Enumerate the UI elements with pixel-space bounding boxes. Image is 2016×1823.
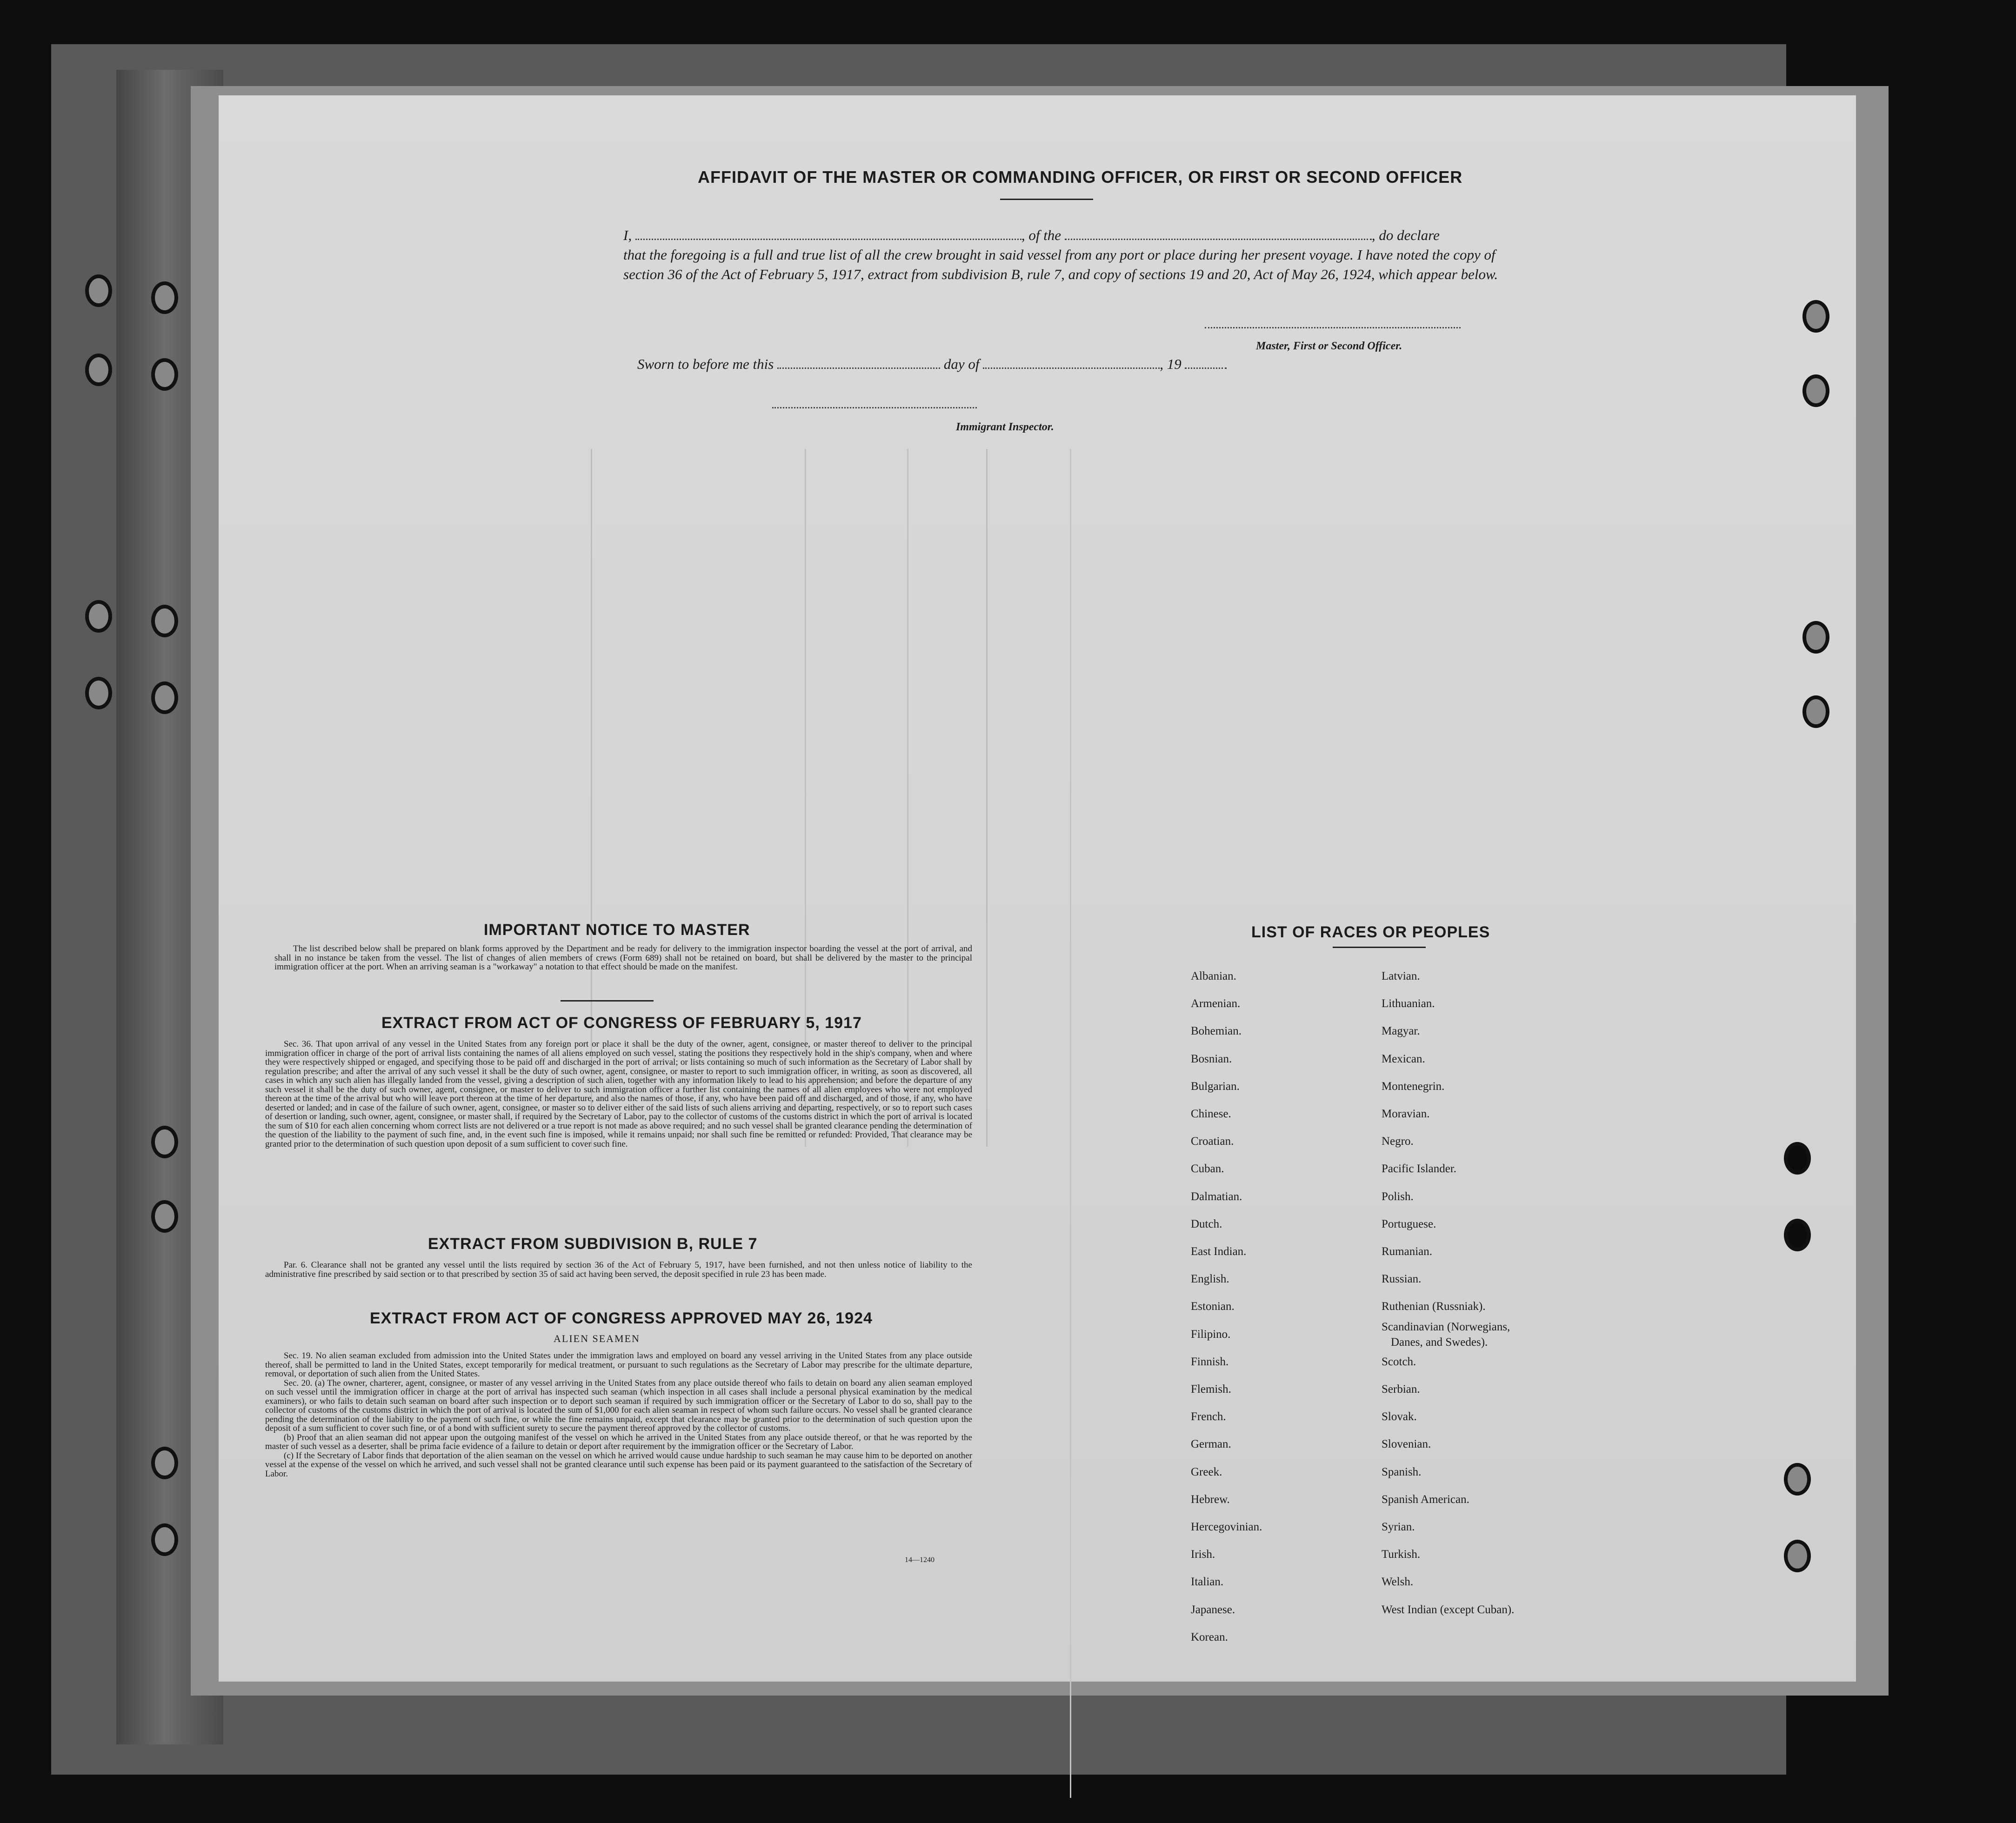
day-of-label: day of bbox=[943, 356, 980, 372]
race-item: Dutch. bbox=[1191, 1217, 1222, 1230]
race-item: Scotch. bbox=[1382, 1355, 1416, 1368]
race-item: Flemish. bbox=[1191, 1383, 1231, 1396]
declarant-prefix: I, bbox=[623, 227, 632, 243]
sworn-year-field[interactable] bbox=[1185, 367, 1227, 369]
race-item: Rumanian. bbox=[1382, 1245, 1433, 1258]
race-item: Hercegovinian. bbox=[1191, 1521, 1262, 1533]
section-rule bbox=[561, 1000, 654, 1002]
notice-text bbox=[274, 944, 972, 972]
race-item: Latvian. bbox=[1382, 970, 1420, 982]
notice-title: IMPORTANT NOTICE TO MASTER bbox=[484, 921, 750, 939]
punch-hole bbox=[151, 1200, 178, 1233]
section-20a-paragraph: Sec. 20. (a) The owner, charterer, agent, consignee, or master of any vessel arriving in the United States from any place outside thereof who fails to detain on board any alien seaman employed on such vessel until the immigration officer in charge at the port of arrival has inspected such seaman (which inspection in all cases shall include a personal physical examination by the medical examiners), or who fails to detain such seaman on board after such inspection or to deport such seaman if required by such immigration officer or the Secretary of Labor to do so, shall pay to the collector of customs of the customs district in which the port of arrival is located the sum of $1,000 for each alien seaman in respect of whom such failure occurs. No vessel shall be granted clearance pending the determination of the liability to the payment of such fine, or while the fine remains unpaid, except that clearance may be granted prior to the determination of such question upon the deposit of a sum sufficient to cover such fine, or of a bond with sufficient surety to secure the payment thereof approved by the collector of customs. bbox=[265, 1378, 972, 1433]
punch-hole bbox=[1802, 695, 1829, 728]
race-item: Italian. bbox=[1191, 1576, 1224, 1589]
master-caption: Master, First or Second Officer. bbox=[1256, 340, 1402, 352]
race-item: Bulgarian. bbox=[1191, 1080, 1240, 1093]
section-rule bbox=[1333, 947, 1426, 948]
race-item: Lithuanian. bbox=[1382, 997, 1435, 1010]
punch-hole bbox=[151, 358, 178, 391]
declarant-name-field[interactable] bbox=[635, 239, 1021, 240]
notice-paragraph: The list described below shall be prepared on blank forms approved by the Department and be ready for delivery to the immigration inspector boarding the vessel at the port of arrival, and shall in no instance be taken from the vessel. The list of changes of alien members of crews (Form 689) shall not be retained on board, but shall be delivered by the master to the principal immigration officer at the port. When an arriving seaman is a "workaway" a notation to that effect should be made on the manifest. bbox=[274, 944, 972, 972]
extract-1917-title: EXTRACT FROM ACT OF CONGRESS OF FEBRUARY 5, 1917 bbox=[381, 1014, 862, 1032]
sworn-month-field[interactable] bbox=[983, 367, 1160, 369]
extract-rule7-title: EXTRACT FROM SUBDIVISION B, RULE 7 bbox=[428, 1235, 758, 1253]
race-item: Slovenian. bbox=[1382, 1438, 1431, 1451]
race-item: East Indian. bbox=[1191, 1245, 1247, 1258]
year-prefix: , 19 bbox=[1160, 356, 1182, 372]
punch-hole bbox=[1802, 300, 1829, 333]
inspector-caption: Immigrant Inspector. bbox=[956, 421, 1054, 433]
race-item: Polish. bbox=[1382, 1190, 1414, 1203]
race-item: Irish. bbox=[1191, 1548, 1215, 1561]
inspector-signature-line[interactable] bbox=[772, 407, 977, 408]
sworn-prefix: Sworn to before me this bbox=[637, 356, 774, 372]
punch-hole bbox=[151, 1523, 178, 1556]
vessel-prefix: , of the bbox=[1021, 227, 1061, 243]
race-item: Armenian. bbox=[1191, 997, 1241, 1010]
extract-rule7-text bbox=[265, 1261, 972, 1279]
race-item: Japanese. bbox=[1191, 1603, 1235, 1616]
race-item: Ruthenian (Russniak). bbox=[1382, 1300, 1486, 1313]
race-item: Bosnian. bbox=[1191, 1052, 1232, 1065]
punch-hole bbox=[1784, 1540, 1811, 1572]
punch-hole bbox=[151, 1447, 178, 1479]
section-19-paragraph: Sec. 19. No alien seaman excluded from admission into the United States under the immigration laws and employed on board any vessel arriving in the United States from any place outside thereof, shall be permitted to land in the United States, except temporarily for medical treatment, or pursuant to such regulations as the Secretary of Labor may prescribe for the ultimate departure, removal, or deportation of such alien from the United States. bbox=[265, 1351, 972, 1379]
punch-hole bbox=[85, 600, 112, 633]
race-item: West Indian (except Cuban). bbox=[1382, 1603, 1515, 1616]
punch-hole bbox=[151, 605, 178, 637]
race-item: Croatian. bbox=[1191, 1135, 1234, 1148]
race-item: English. bbox=[1191, 1273, 1229, 1286]
punch-hole bbox=[85, 274, 112, 307]
race-item: Dalmatian. bbox=[1191, 1190, 1242, 1203]
par-6-paragraph: Par. 6. Clearance shall not be granted any vessel until the lists required by section 36 of the Act of February 5, 1917, have been furnished, and not then unless notice of liability to the administrative fine prescribed by said section or to that prescribed by section 35 of said act having been served, the deposit specified in rule 23 has been made. bbox=[265, 1260, 972, 1279]
punch-hole bbox=[151, 681, 178, 714]
race-item: Cuban. bbox=[1191, 1162, 1224, 1175]
race-item: Finnish. bbox=[1191, 1355, 1229, 1368]
punch-hole bbox=[1802, 374, 1829, 407]
race-item: Greek. bbox=[1191, 1465, 1222, 1478]
race-item: Portuguese. bbox=[1382, 1217, 1436, 1230]
race-item: Korean. bbox=[1191, 1630, 1228, 1643]
race-item: Spanish American. bbox=[1382, 1493, 1469, 1506]
race-item: Moravian. bbox=[1382, 1108, 1430, 1120]
declare-suffix: , do declare bbox=[1371, 227, 1440, 243]
bleed-through-line bbox=[1070, 449, 1071, 1798]
punch-hole bbox=[1784, 1219, 1811, 1251]
race-item: Estonian. bbox=[1191, 1300, 1235, 1313]
race-item: Welsh. bbox=[1382, 1576, 1414, 1589]
sworn-line bbox=[637, 356, 1227, 373]
vessel-name-field[interactable] bbox=[1065, 239, 1372, 240]
sworn-day-field[interactable] bbox=[777, 367, 940, 369]
race-item: German. bbox=[1191, 1438, 1231, 1451]
section-20b-paragraph: (b) Proof that an alien seaman did not appear upon the outgoing manifest of the vessel on which he arrived in the United States from any place outside thereof, or that he was reported by the master of such vessel as a deserter, shall be prima facie evidence of a failure to detain or deport after requirement by the immigration officer or the Secretary of Labor. bbox=[265, 1432, 972, 1451]
race-item: Montenegrin. bbox=[1382, 1080, 1445, 1093]
extract-1924-text bbox=[265, 1351, 972, 1478]
section-20c-paragraph: (c) If the Secretary of Labor finds that deportation of the alien seaman on the vessel on which he arrived would cause undue hardship to such seaman he may cause him to be deported on another vessel at the expense of the vessel on which he arrived, and such vessel shall not be granted clearance until such expense has been paid or its payment guaranteed to the satisfaction of the Secretary of Labor. bbox=[265, 1450, 972, 1479]
race-item: Russian. bbox=[1382, 1273, 1422, 1286]
bleed-through-line bbox=[986, 449, 988, 1147]
race-item: Albanian. bbox=[1191, 970, 1236, 982]
affidavit-body bbox=[623, 226, 1530, 284]
races-title: LIST OF RACES OR PEOPLES bbox=[1251, 923, 1490, 941]
race-item: Spanish. bbox=[1382, 1465, 1422, 1478]
form-number: 14—1240 bbox=[905, 1556, 935, 1564]
punch-hole bbox=[1784, 1142, 1811, 1175]
punch-hole bbox=[85, 677, 112, 709]
race-item: Mexican. bbox=[1382, 1052, 1425, 1065]
race-item: Hebrew. bbox=[1191, 1493, 1230, 1506]
race-item: Bohemian. bbox=[1191, 1025, 1242, 1038]
punch-hole bbox=[1802, 621, 1829, 654]
race-item: French. bbox=[1191, 1410, 1226, 1423]
race-item: Filipino. bbox=[1191, 1328, 1231, 1341]
race-item: Syrian. bbox=[1382, 1521, 1415, 1533]
punch-hole bbox=[151, 281, 178, 314]
affidavit-declaration-line bbox=[623, 226, 1530, 245]
race-item: Danes, and Swedes). bbox=[1391, 1336, 1488, 1349]
race-item: Pacific Islander. bbox=[1382, 1162, 1457, 1175]
race-item: Negro. bbox=[1382, 1135, 1414, 1148]
section-36-paragraph: Sec. 36. That upon arrival of any vessel in the United States from any foreign port or place it shall be the duty of the owner, agent, consignee, or master thereof to deliver to the principal immigration officer in charge of the port of arrival lists containing the names of all aliens employed on such vessel, stating the positions they respectively hold in the ship's company, when and where they were respectively shipped or engaged, and specifying those to be paid off and discharged in the port of arrival; or lists containing so much of such information as the Secretary of Labor shall by regulation prescribe; and after the arrival of any such vessel it shall be the duty of such owner, agent, consignee, or master to report to such immigration officer, in writing, as soon as discovered, all cases in which any such alien has illegally landed from the vessel, giving a description of such alien, together with any information likely to lead to his apprehension; and before the departure of any such vessel it shall be the duty of such owner, agent, consignee, or master to deliver to such immigration officer a further list containing the names of all alien employees who were not employed thereon at the time of the arrival but who will leave port thereon at the time of her departure, and also the names of those, if any, who have been paid off and discharged, and of those, if any, who have deserted or landed; and in case of the failure of such owner, agent, consignee, or master so to deliver either of the said lists of such aliens arriving and departing, respectively, or so to report such cases of desertion or landing, such owner, agent, consignee, or master shall, if required by the Secretary of Labor, pay to the collector of customs of the customs district in which the port of arrival is located the sum of $10 for each alien concerning whom correct lists are not delivered or a true report is not made as above required; and no such vessel shall be granted clearance pending the determination of the question of the liability to the payment of such fine, and, in the event such fine is imposed, while it remains unpaid; nor shall such fine be remitted or refunded: Provided, That clearance may be granted prior to the determination of such question upon deposit of a sum sufficient to cover such fine. bbox=[265, 1039, 972, 1149]
race-item: Turkish. bbox=[1382, 1548, 1421, 1561]
master-signature-line[interactable] bbox=[1205, 327, 1461, 328]
punch-hole bbox=[85, 354, 112, 386]
affidavit-title: AFFIDAVIT OF THE MASTER OR COMMANDING OFFICER, OR FIRST OR SECOND OFFICER bbox=[698, 167, 1463, 187]
extract-1924-title: EXTRACT FROM ACT OF CONGRESS APPROVED MAY 26, 1924 bbox=[370, 1309, 873, 1327]
race-item: Chinese. bbox=[1191, 1108, 1231, 1120]
race-item: Magyar. bbox=[1382, 1025, 1420, 1038]
race-item: Serbian. bbox=[1382, 1383, 1420, 1396]
manifest-page bbox=[219, 95, 1856, 1682]
punch-hole bbox=[1784, 1463, 1811, 1496]
affidavit-statement: that the foregoing is a full and true list of all the crew brought in said vessel from any port or place during her present voyage. I have noted the copy of section 36 of the Act of February 5, 1917, extract from subdivision B, rule 7, and copy of sections 19 and 20, Act of May 26, 1924, which appear below. bbox=[623, 247, 1498, 282]
title-rule bbox=[1000, 199, 1093, 200]
alien-seamen-subtitle: ALIEN SEAMEN bbox=[554, 1333, 640, 1344]
race-item: Scandinavian (Norwegians, bbox=[1382, 1320, 1510, 1333]
race-item: Slovak. bbox=[1382, 1410, 1417, 1423]
punch-hole bbox=[151, 1126, 178, 1158]
extract-1917-text bbox=[265, 1040, 972, 1149]
